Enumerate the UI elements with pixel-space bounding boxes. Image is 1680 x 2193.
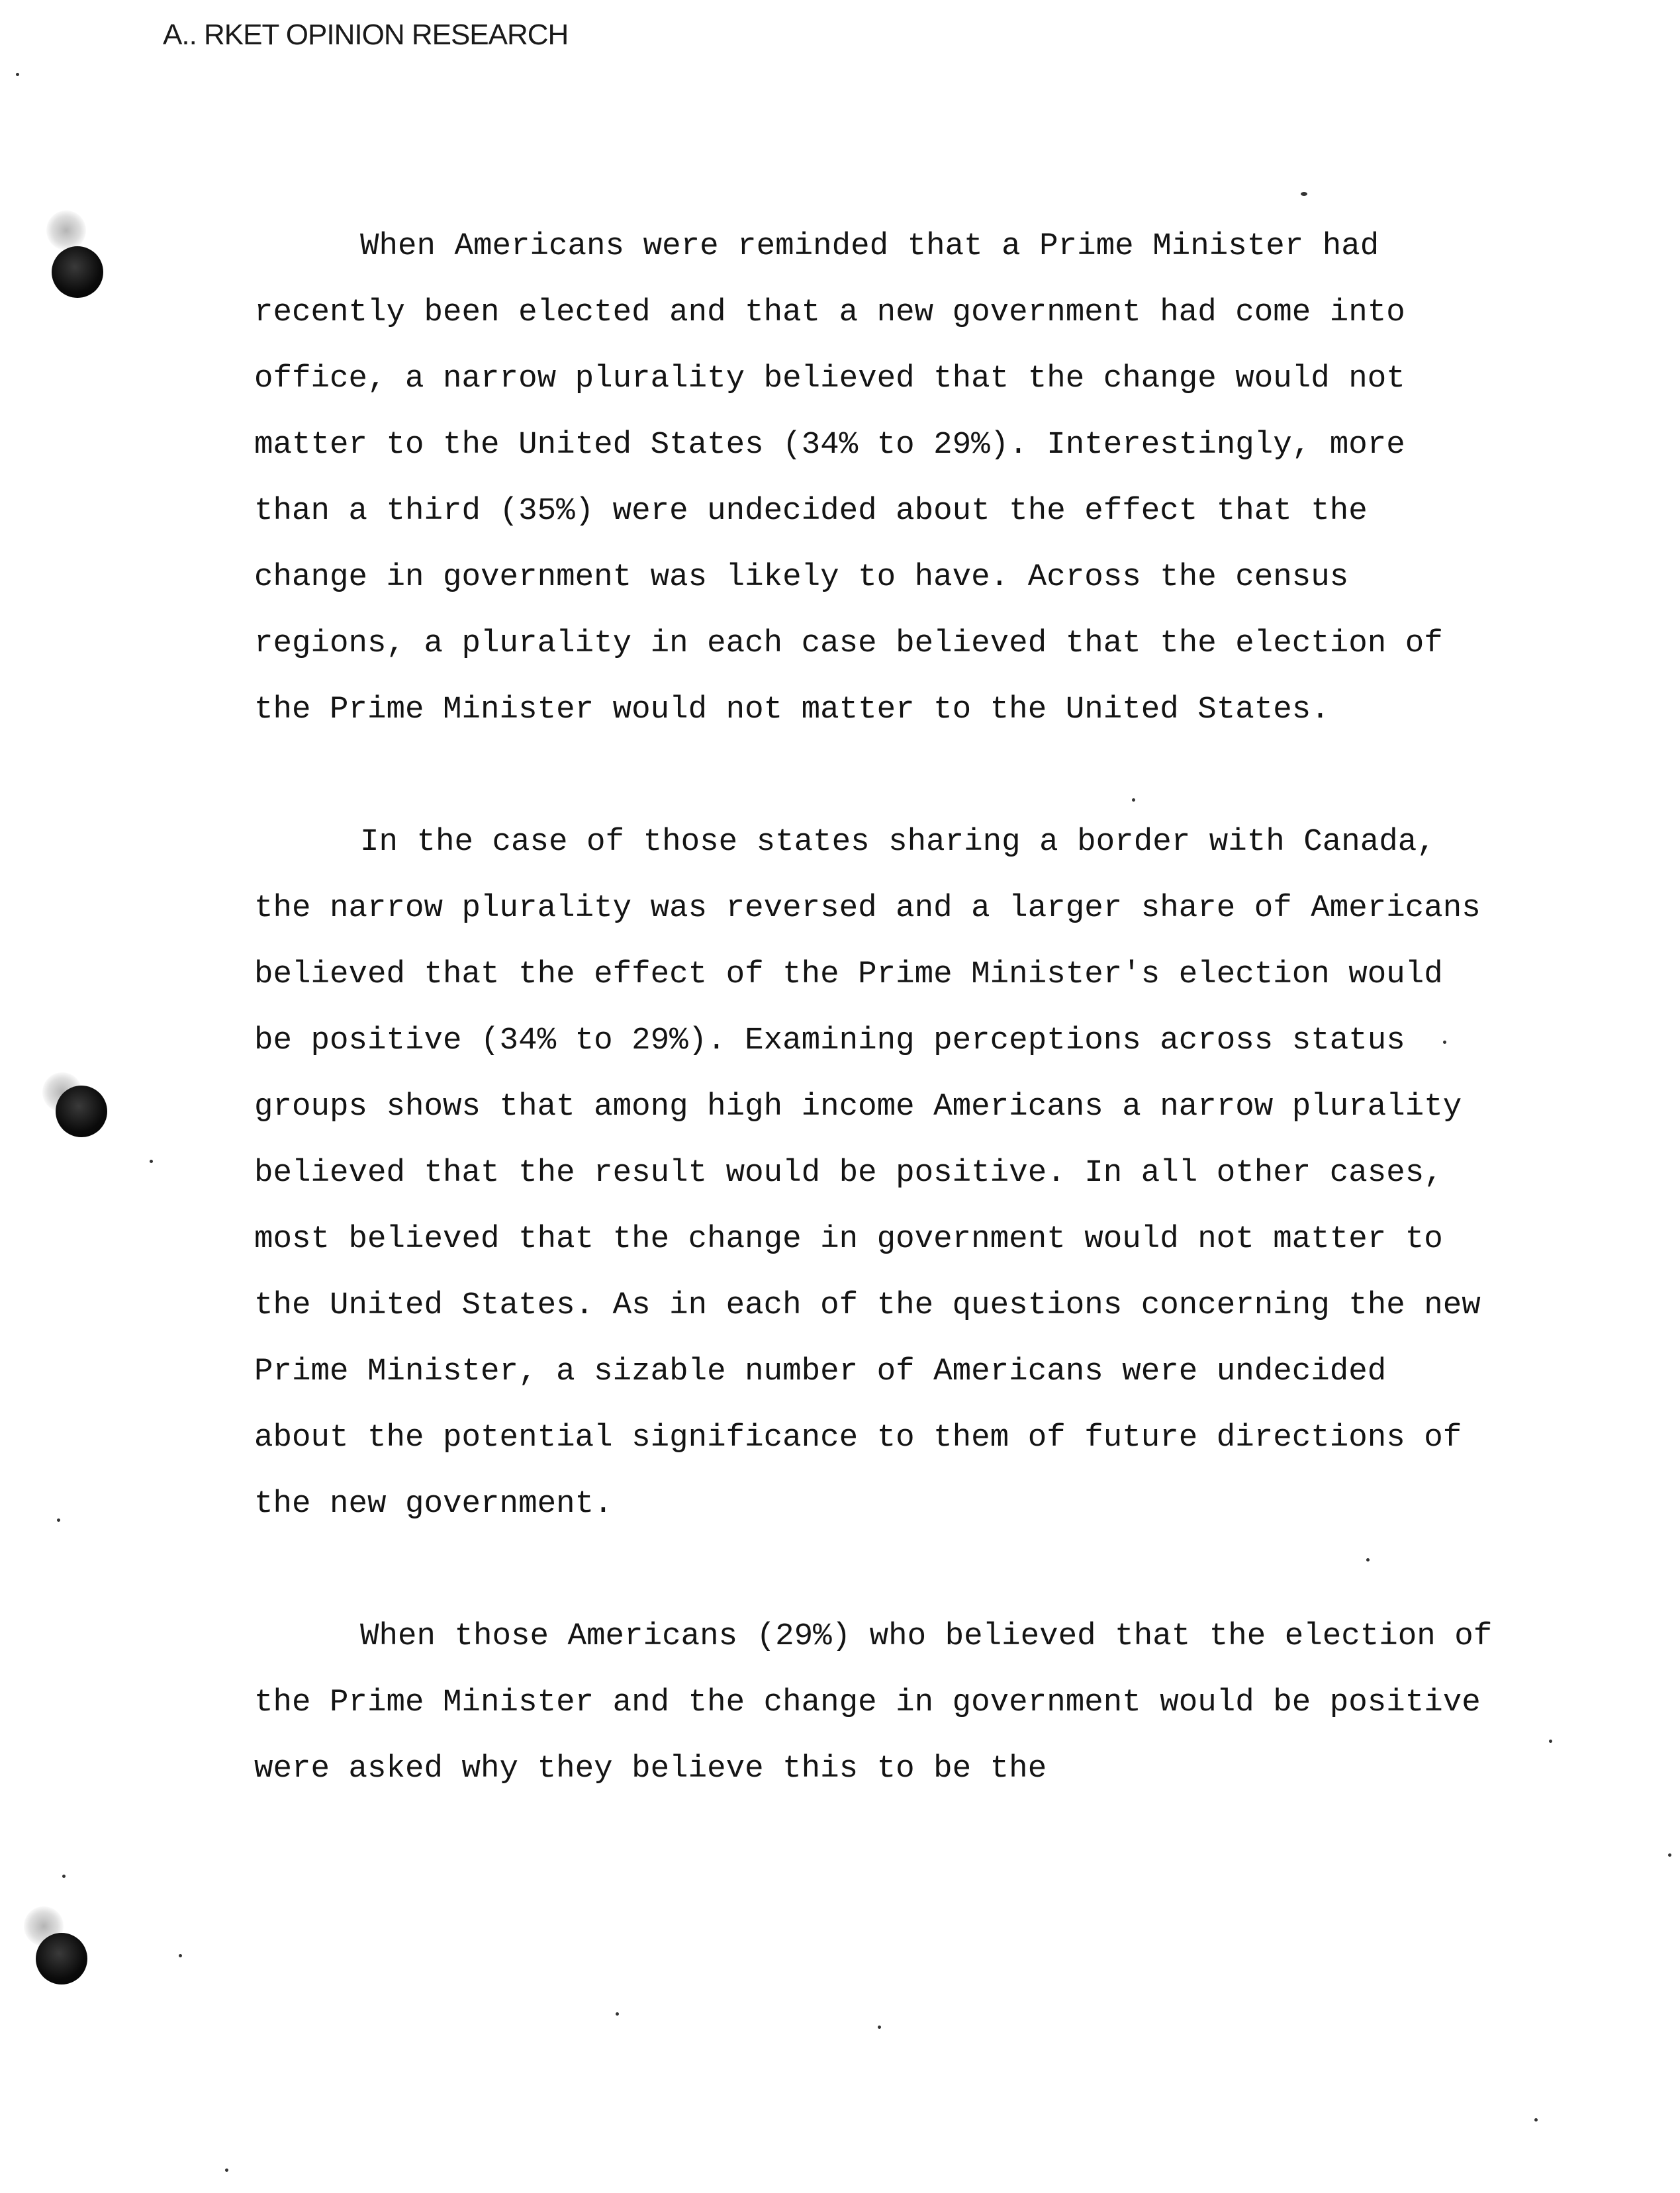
body-text	[254, 213, 1499, 1802]
punch-hole-bottom	[36, 1933, 87, 1984]
scan-speck	[1534, 2118, 1538, 2122]
letterhead-title: A.. RKET OPINION RESEARCH	[163, 19, 569, 51]
scan-speck	[878, 2026, 881, 2029]
scan-speck	[1549, 1740, 1552, 1743]
scan-speck	[225, 2169, 228, 2172]
scan-speck	[1301, 192, 1307, 196]
paragraph: In the case of those states sharing a border with Canada, the narrow plurality was reversed and a larger share of Americans believed that the effect of the Prime Minister's election would be positive (34% to 29%). Examining perceptions across status groups shows that among high income Americans a narrow plurality believed that the result would be positive. In all other cases, most believed that the change in government would not matter to the United States. As in each of the questions concerning the new Prime Minister, a sizable number of Americans were undecided about the potential significance to them of future directions of the new government.	[254, 824, 1481, 1522]
scan-speck	[62, 1875, 66, 1878]
punch-hole-top	[52, 246, 103, 298]
scan-speck	[616, 2012, 619, 2016]
punch-hole-shadow-top	[46, 210, 86, 250]
paragraph: When those Americans (29%) who believed that the election of the Prime Minister and the change in government would be positive were asked why they believe this to be the	[254, 1618, 1493, 1787]
paragraph: When Americans were reminded that a Prime Minister had recently been elected and that a new government had come into office, a narrow plurality believed that the change would not matter to the United States (34% to 29%). Interestingly, more than a third (35%) were undecided about the effect that the change in government was likely to have. Across the census regions, a plurality in each case believed that the election of the Prime Minister would not matter to the United States.	[254, 228, 1443, 727]
scan-speck	[16, 73, 19, 76]
scan-speck	[57, 1518, 60, 1522]
scan-speck	[1668, 1853, 1671, 1857]
scan-speck	[150, 1160, 153, 1163]
punch-hole-middle	[56, 1086, 107, 1137]
scan-speck	[179, 1954, 182, 1957]
